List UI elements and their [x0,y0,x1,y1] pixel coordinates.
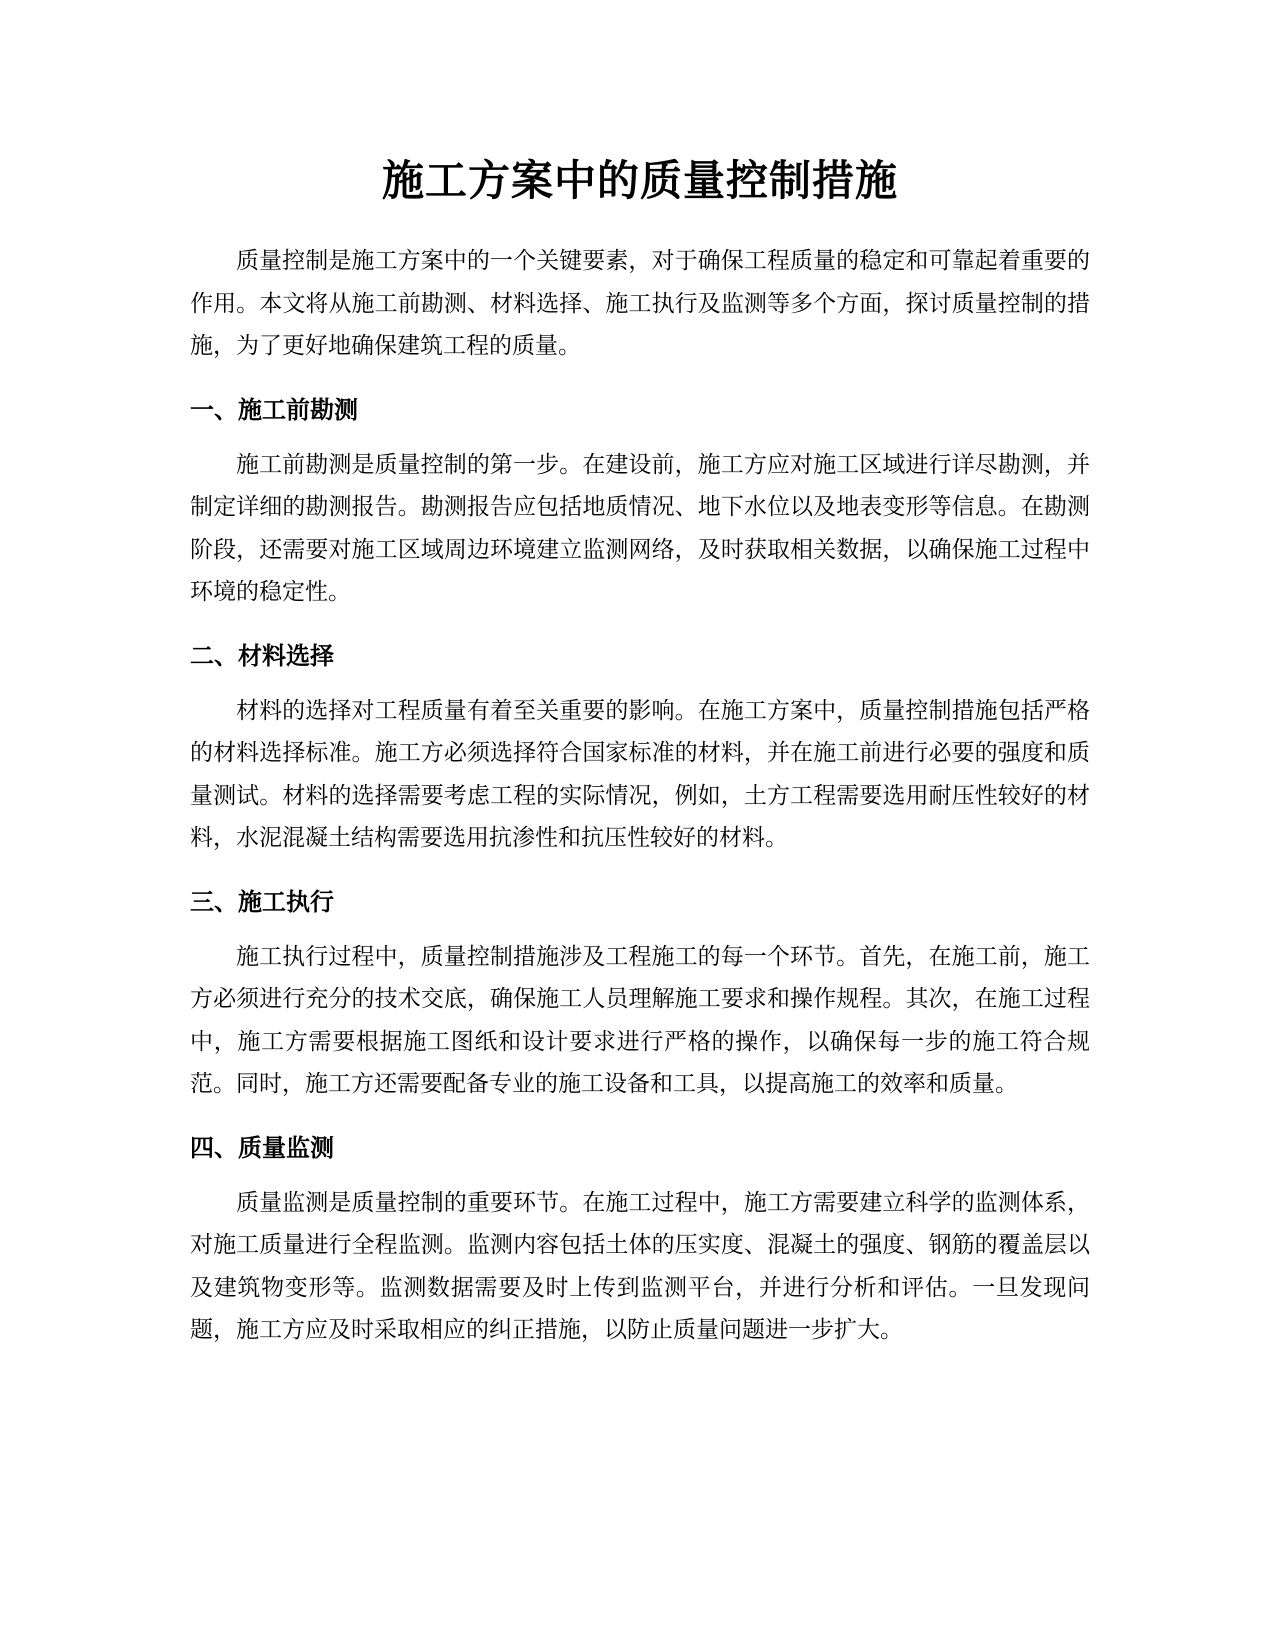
section-material-selection [190,634,1090,860]
document-page [190,150,1090,1352]
section-quality-monitoring [190,1126,1090,1352]
section-paragraph: 材料的选择对工程质量有着至关重要的影响。在施工方案中，质量控制措施包括严格的材料选择标准。施工方必须选择符合国家标准的材料，并在施工前进行必要的强度和质量测试。材料的选择需要考虑工程的实际情况，例如，土方工程需要选用耐压性较好的材料，水泥混凝土结构需要选用抗渗性和抗压性较好的材料。 [190,697,1090,851]
intro-paragraph: 质量控制是施工方案中的一个关键要素，对于确保工程质量的稳定和可靠起着重要的作用。本文将从施工前勘测、材料选择、施工执行及监测等多个方面，探讨质量控制的措施，为了更好地确保建筑工程的质量。 [190,248,1090,359]
section-paragraph: 施工执行过程中，质量控制措施涉及工程施工的每一个环节。首先，在施工前，施工方必须进行充分的技术交底，确保施工人员理解施工要求和操作规程。其次，在施工过程中，施工方需要根据施工图纸和设计要求进行严格的操作，以确保每一步的施工符合规范。同时，施工方还需要配备专业的施工设备和工具，以提高施工的效率和质量。 [190,943,1090,1097]
document-title: 施工方案中的质量控制措施 [381,156,898,205]
section-site-survey [190,388,1090,614]
section-construction-execution [190,880,1090,1106]
section-heading: 一、施工前勘测 [190,395,358,424]
section-heading: 三、施工执行 [190,887,334,916]
section-paragraph: 施工前勘测是质量控制的第一步。在建设前，施工方应对施工区域进行详尽勘测，并制定详细的勘测报告。勘测报告应包括地质情况、地下水位以及地表变形等信息。在勘测阶段，还需要对施工区域周边环境建立监测网络，及时获取相关数据，以确保施工过程中环境的稳定性。 [190,451,1090,605]
section-heading: 二、材料选择 [190,641,334,670]
section-heading: 四、质量监测 [190,1133,334,1162]
section-paragraph: 质量监测是质量控制的重要环节。在施工过程中，施工方需要建立科学的监测体系，对施工质量进行全程监测。监测内容包括土体的压实度、混凝土的强度、钢筋的覆盖层以及建筑物变形等。监测数据需要及时上传到监测平台，并进行分析和评估。一旦发现问题，施工方应及时采取相应的纠正措施，以防止质量问题进一步扩大。 [190,1189,1090,1343]
